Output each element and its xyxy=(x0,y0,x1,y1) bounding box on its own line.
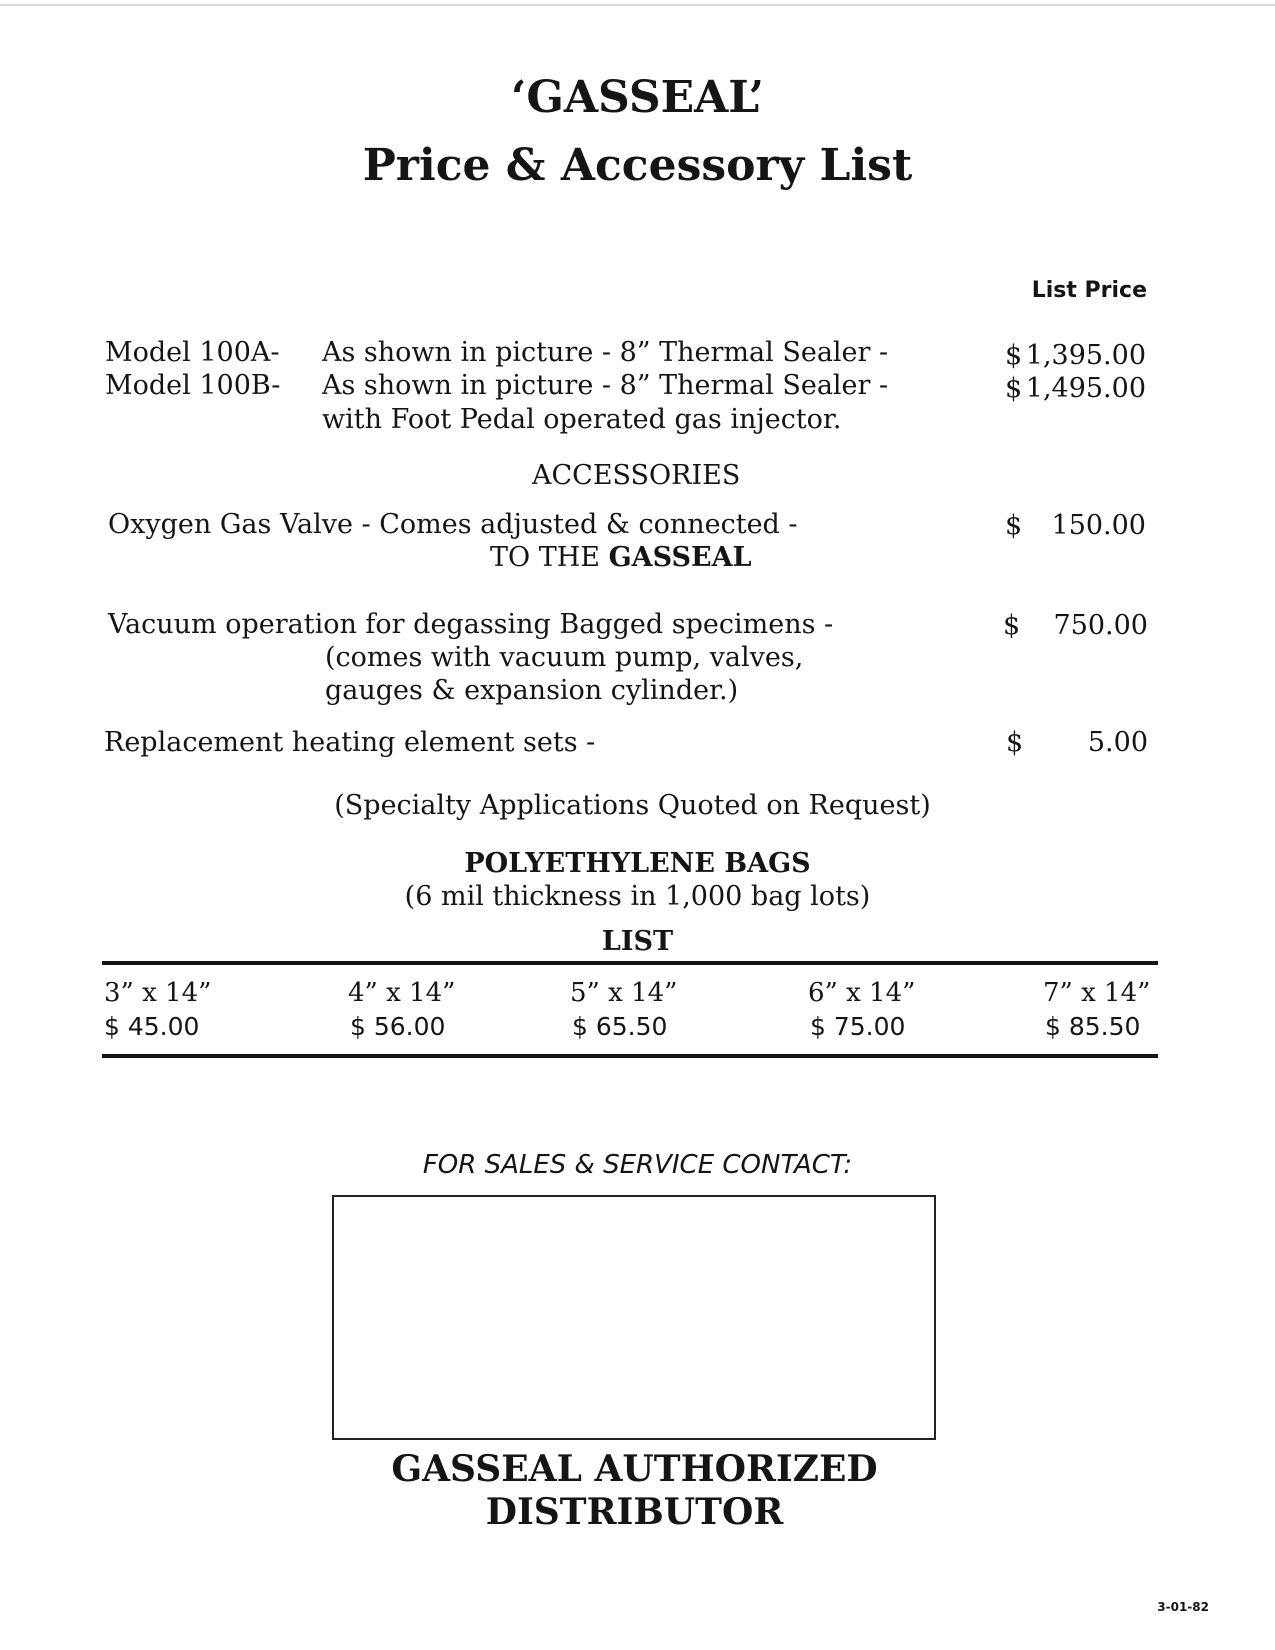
document-title: ‘GASSEAL’ xyxy=(511,72,764,123)
currency-symbol: $ xyxy=(1005,340,1023,371)
accessories-heading: ACCESSORIES xyxy=(532,460,741,491)
bag-size: 7” x 14” xyxy=(1043,978,1151,1008)
bag-price: $ 65.50 xyxy=(572,1012,668,1041)
currency-symbol: $ xyxy=(1005,510,1023,541)
distributor-stamp-box xyxy=(332,1195,936,1440)
model-description: As shown in picture - 8” Thermal Sealer - xyxy=(322,337,889,368)
accessory-price: 150.00 xyxy=(1051,510,1146,541)
distributor-title-line2: DISTRIBUTOR xyxy=(485,1491,784,1533)
model-price: 1,495.00 xyxy=(1025,373,1146,404)
model-description-continued: with Foot Pedal operated gas injector. xyxy=(322,404,842,435)
accessory-description: Replacement heating element sets - xyxy=(104,727,596,758)
accessory-price: 750.00 xyxy=(1053,610,1148,641)
to-the-label: TO THE xyxy=(490,542,600,573)
bag-price: $ 75.00 xyxy=(810,1012,906,1041)
bag-price: $ 56.00 xyxy=(350,1012,446,1041)
model-description: As shown in picture - 8” Thermal Sealer - xyxy=(322,370,889,401)
bags-list-label: LIST xyxy=(601,926,674,957)
bags-table-bottom-rule xyxy=(102,1054,1158,1058)
bags-heading: POLYETHYLENE BAGS xyxy=(464,848,811,879)
specialty-note: (Specialty Applications Quoted on Request) xyxy=(334,790,931,821)
bag-price: $ 85.50 xyxy=(1045,1012,1141,1041)
accessory-price: 5.00 xyxy=(1087,727,1148,758)
page-top-edge xyxy=(0,4,1275,6)
list-price-header: List Price xyxy=(1031,278,1147,303)
currency-symbol: $ xyxy=(1005,373,1023,404)
accessory-description-continued: (comes with vacuum pump, valves, xyxy=(325,642,804,673)
document-code: 3-01-82 xyxy=(1157,1600,1209,1614)
bags-table-top-rule xyxy=(102,961,1158,965)
bag-size: 6” x 14” xyxy=(808,978,916,1008)
accessory-description: Vacuum operation for degassing Bagged specimens - xyxy=(108,609,834,640)
bag-size: 5” x 14” xyxy=(570,978,678,1008)
accessory-description-continued: gauges & expansion cylinder.) xyxy=(325,675,739,706)
bag-price: $ 45.00 xyxy=(104,1012,200,1041)
accessory-description: Oxygen Gas Valve - Comes adjusted & connected - xyxy=(108,509,798,540)
gasseal-label: GASSEAL xyxy=(608,542,752,573)
contact-heading: FOR SALES & SERVICE CONTACT: xyxy=(422,1150,853,1180)
bags-subheading: (6 mil thickness in 1,000 bag lots) xyxy=(404,881,871,912)
currency-symbol: $ xyxy=(1006,727,1024,758)
model-price: 1,395.00 xyxy=(1025,340,1146,371)
document-subtitle: Price & Accessory List xyxy=(362,140,913,191)
model-name: Model 100B- xyxy=(105,370,281,401)
model-name: Model 100A- xyxy=(105,337,280,368)
currency-symbol: $ xyxy=(1003,610,1021,641)
bag-size: 4” x 14” xyxy=(348,978,456,1008)
distributor-title-line1: GASSEAL AUTHORIZED xyxy=(391,1448,878,1490)
bag-size: 3” x 14” xyxy=(104,978,212,1008)
accessory-description-continued xyxy=(490,542,752,573)
